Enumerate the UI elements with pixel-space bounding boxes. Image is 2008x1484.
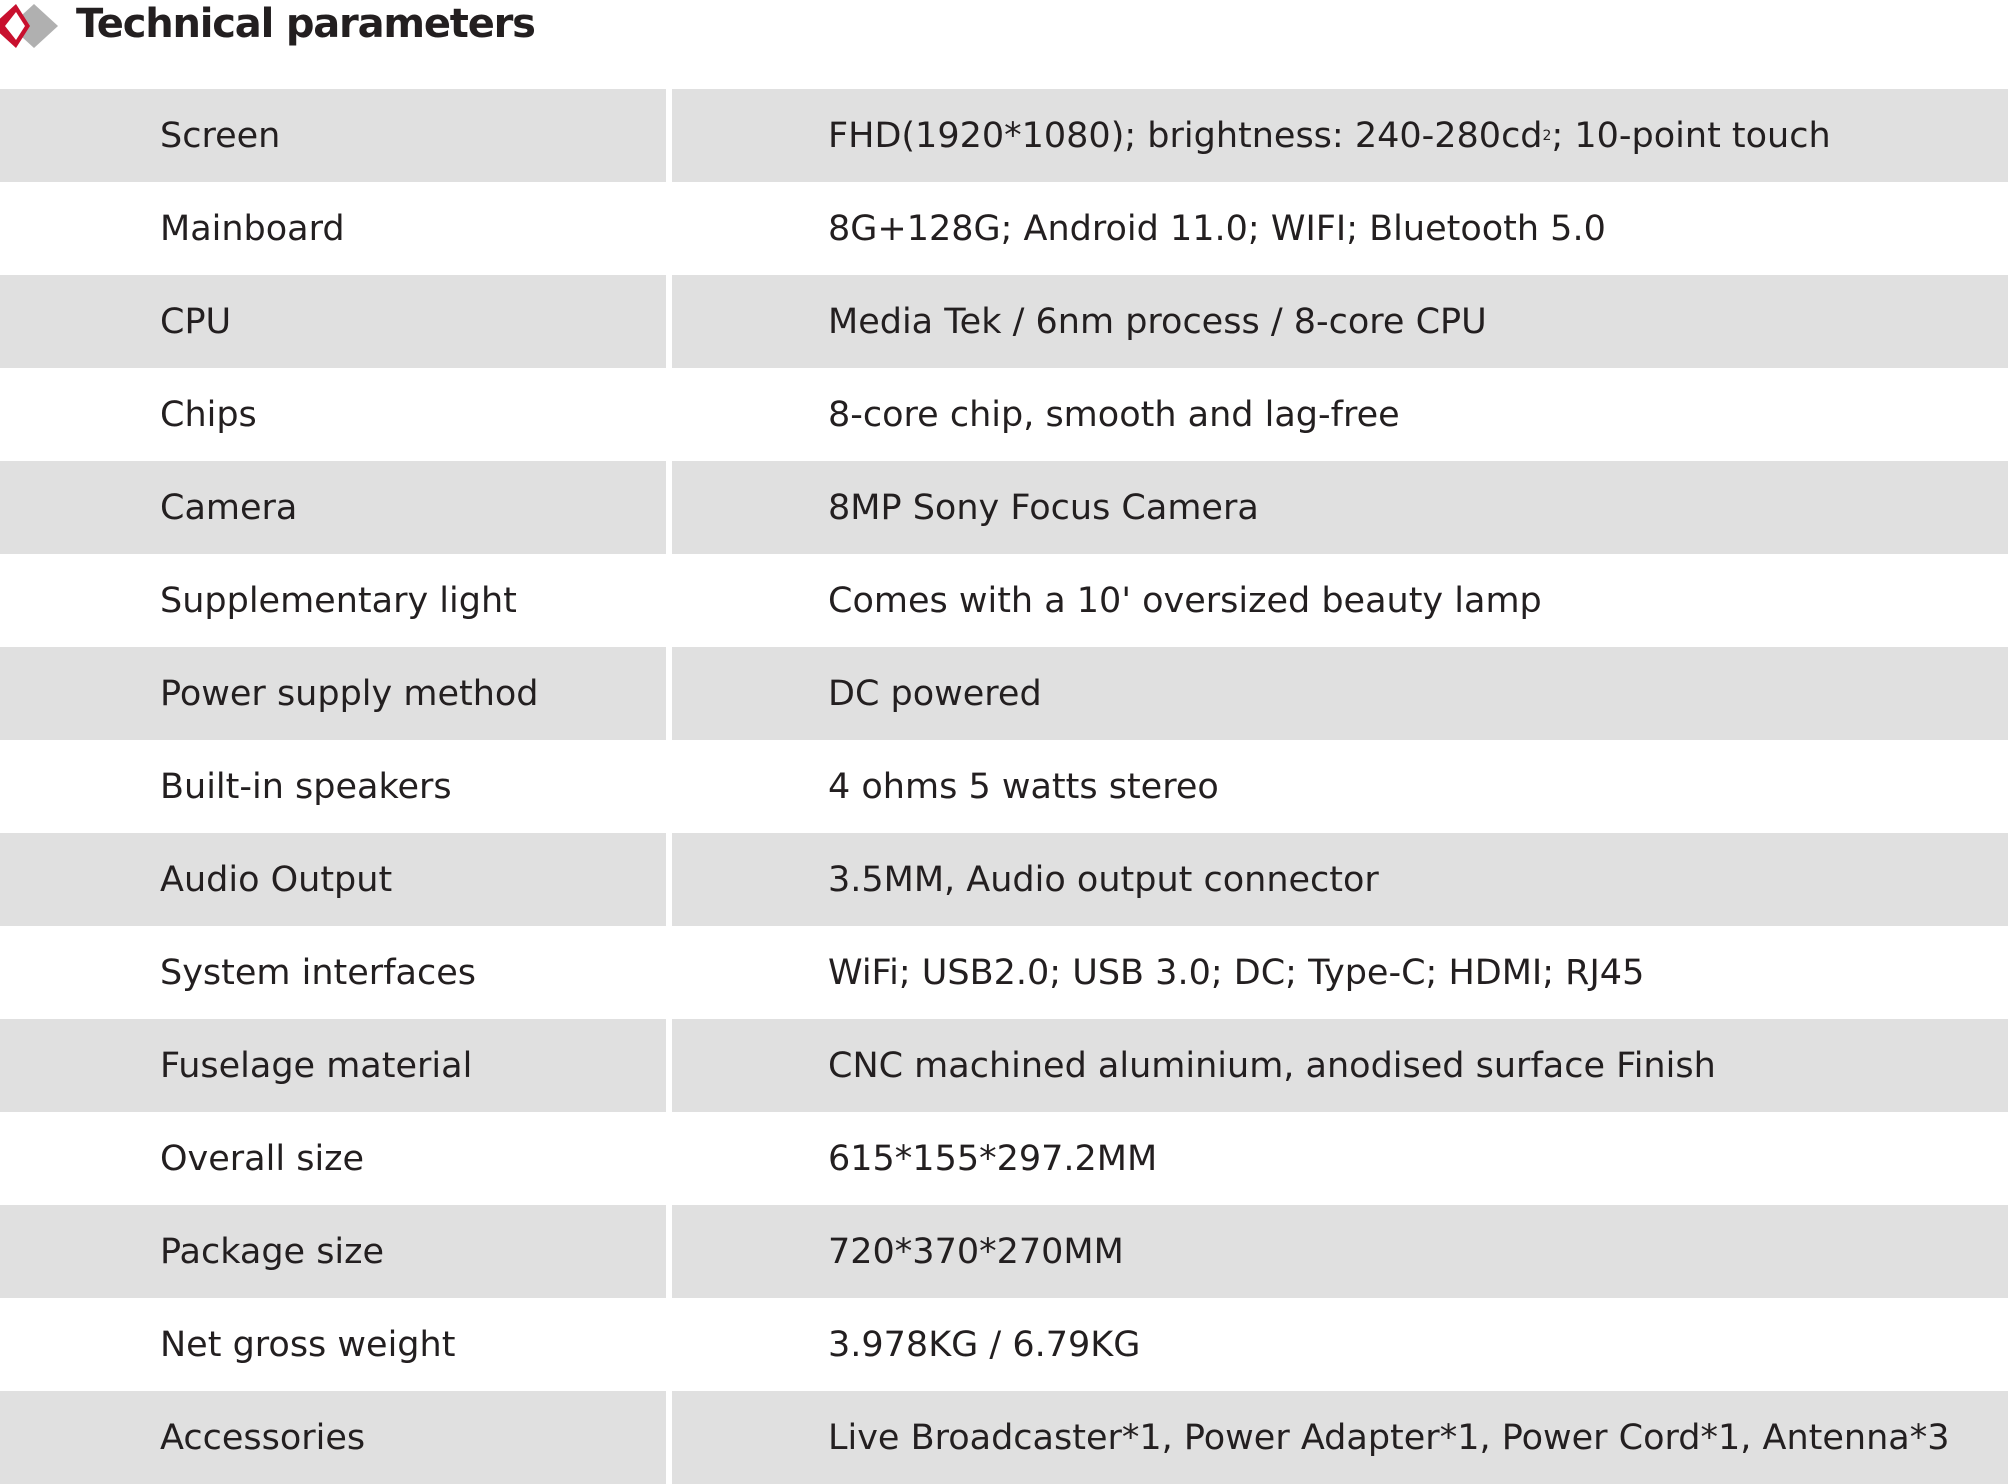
- table-row: [0, 275, 2008, 368]
- table-row: [0, 554, 2008, 647]
- param-value: CNC machined aluminium, anodised surface Finish: [672, 1019, 2008, 1112]
- table-row: [0, 182, 2008, 275]
- param-value: 8G+128G; Android 11.0; WIFI; Bluetooth 5.0: [672, 182, 2008, 275]
- param-label: Camera: [0, 461, 666, 554]
- param-value: 3.978KG / 6.79KG: [672, 1298, 2008, 1391]
- param-label: CPU: [0, 275, 666, 368]
- param-value: WiFi; USB2.0; USB 3.0; DC; Type-C; HDMI; RJ45: [672, 926, 2008, 1019]
- double-diamond-icon: [0, 0, 64, 52]
- param-label: Supplementary light: [0, 554, 666, 647]
- param-label: Overall size: [0, 1112, 666, 1205]
- page-title: Technical parameters: [76, 1, 535, 47]
- table-row: [0, 1391, 2008, 1484]
- param-label: System interfaces: [0, 926, 666, 1019]
- param-value: Media Tek / 6nm process / 8-core CPU: [672, 275, 2008, 368]
- value-text: FHD(1920*1080); brightness: 240-280cd: [828, 115, 1543, 156]
- spec-table: [0, 89, 2008, 1484]
- param-value: 615*155*297.2MM: [672, 1112, 2008, 1205]
- param-label: Audio Output: [0, 833, 666, 926]
- param-label: Package size: [0, 1205, 666, 1298]
- param-value: DC powered: [672, 647, 2008, 740]
- param-label: Power supply method: [0, 647, 666, 740]
- value-text: ; 10-point touch: [1551, 115, 1831, 156]
- param-label: Net gross weight: [0, 1298, 666, 1391]
- param-value: Live Broadcaster*1, Power Adapter*1, Power Cord*1, Antenna*3: [672, 1391, 2008, 1484]
- param-value: 4 ohms 5 watts stereo: [672, 740, 2008, 833]
- table-row: [0, 647, 2008, 740]
- table-row: [0, 89, 2008, 182]
- param-value: 8MP Sony Focus Camera: [672, 461, 2008, 554]
- param-label: Chips: [0, 368, 666, 461]
- table-row: [0, 740, 2008, 833]
- param-label: Fuselage material: [0, 1019, 666, 1112]
- param-label: Screen: [0, 89, 666, 182]
- param-label: Built-in speakers: [0, 740, 666, 833]
- table-row: [0, 368, 2008, 461]
- table-row: [0, 833, 2008, 926]
- param-value: FHD(1920*1080); brightness: 240-280cd 2 ; 10-point touch: [672, 89, 2008, 182]
- table-row: [0, 1112, 2008, 1205]
- param-value: 8-core chip, smooth and lag-free: [672, 368, 2008, 461]
- table-row: [0, 461, 2008, 554]
- table-row: [0, 1205, 2008, 1298]
- param-label: Accessories: [0, 1391, 666, 1484]
- table-row: [0, 1019, 2008, 1112]
- param-label: Mainboard: [0, 182, 666, 275]
- table-row: [0, 926, 2008, 1019]
- param-value: 720*370*270MM: [672, 1205, 2008, 1298]
- param-value: Comes with a 10' oversized beauty lamp: [672, 554, 2008, 647]
- section-header: [0, 0, 2008, 52]
- param-value: 3.5MM, Audio output connector: [672, 833, 2008, 926]
- table-row: [0, 1298, 2008, 1391]
